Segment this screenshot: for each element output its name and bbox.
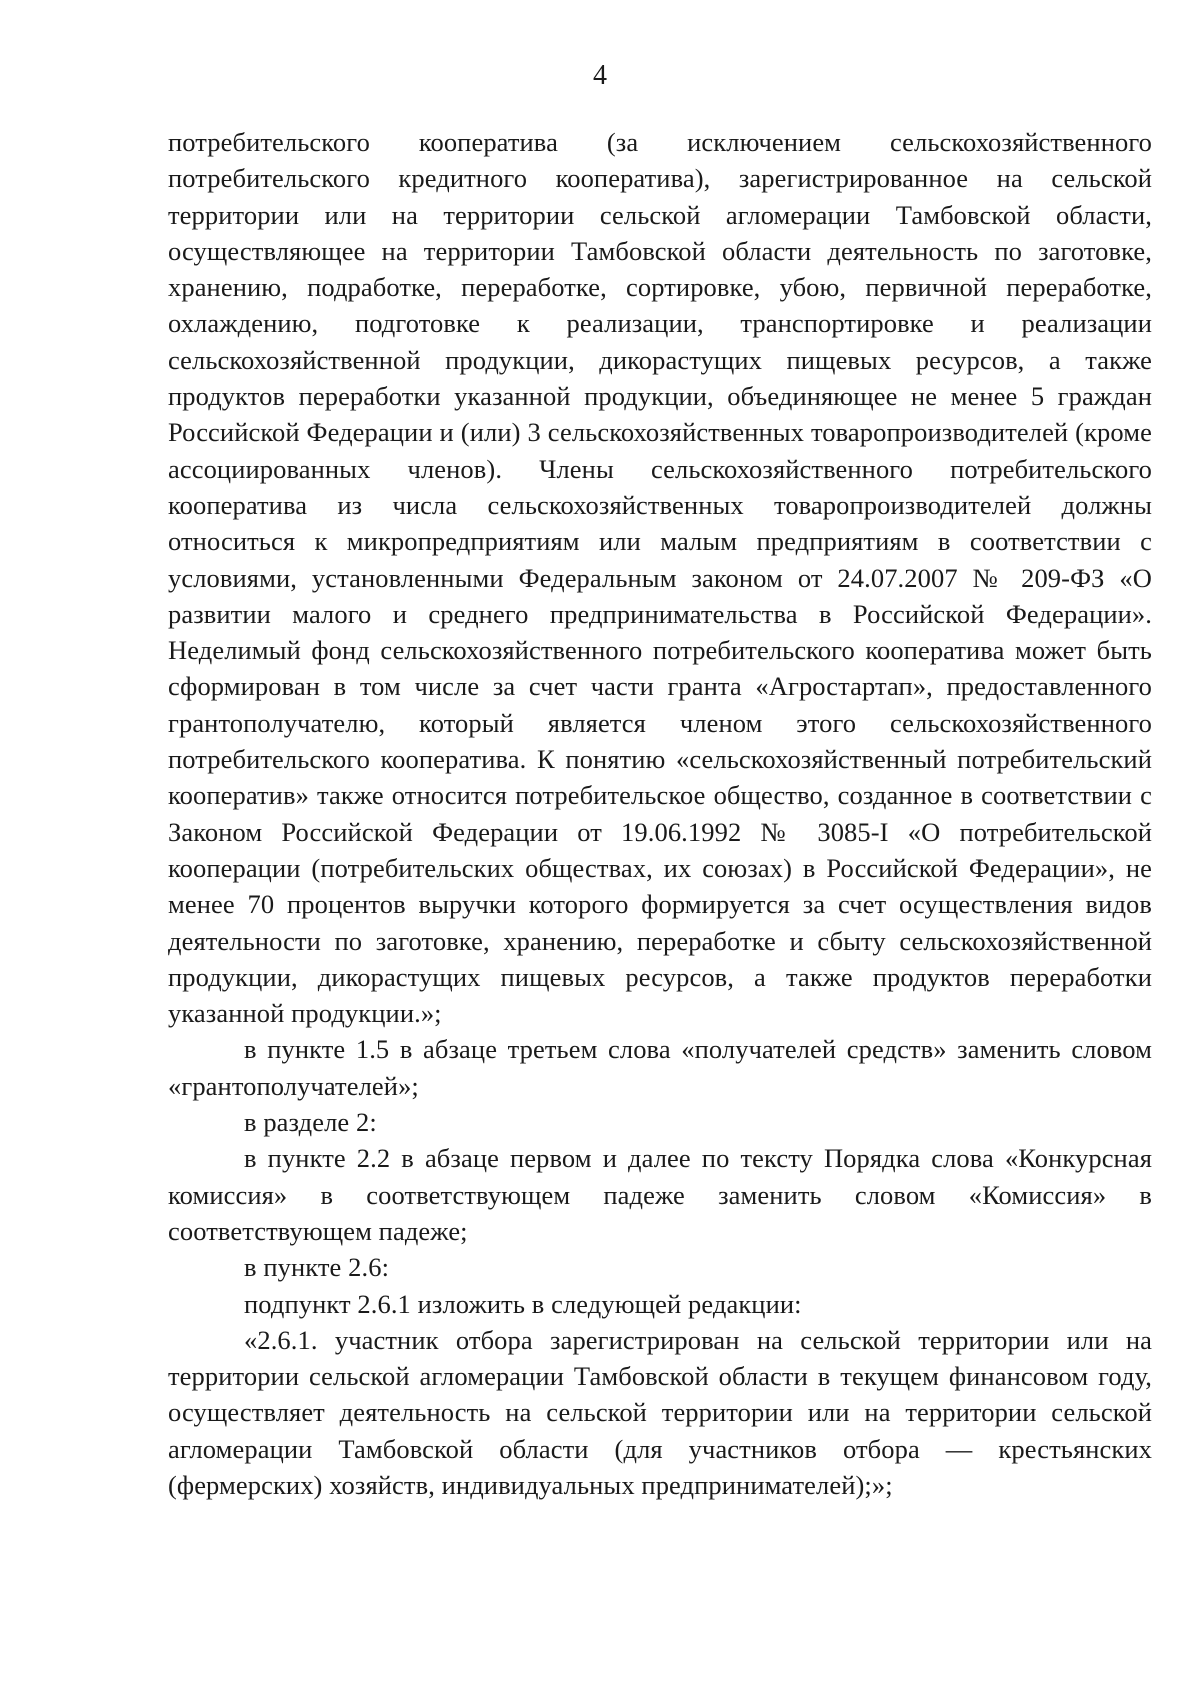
paragraph-section-2: в разделе 2:: [244, 1107, 377, 1138]
paragraph-subitem-2-6-1-text: «2.6.1. участник отбора зарегистрирован на сельской территории или на территории сельской агломерации Тамбовской области в текущем финансовом году, осуществляет деятельность на сельской территории или на территории сельской агломерации Тамбовской области (для участников отбора — крестьянских (фермерских) хозяйств, индивидуальных предпринимателей);»;: [168, 1324, 1152, 1500]
page-number: 4: [593, 60, 607, 91]
paragraph-item-2-6: в пункте 2.6:: [244, 1252, 390, 1283]
document-body: [168, 124, 1152, 1503]
paragraph-subitem-2-6-1-intro: подпункт 2.6.1 изложить в следующей редакции:: [244, 1288, 802, 1319]
paragraph-item-1-5: в пункте 1.5 в абзаце третьем слова «получателей средств» заменить словом «грантополучателей»;: [168, 1034, 1152, 1101]
paragraph-item-2-2: в пункте 2.2 в абзаце первом и далее по тексту Порядка слова «Конкурсная комиссия» в соответствующем падеже заменить словом «Комиссия» в соответствующем падеже;: [168, 1143, 1152, 1246]
paragraph-cooperative-definition: потребительского кооператива (за исключением сельскохозяйственного потребительского кредитного кооператива), зарегистрированное на сельской территории или на территории сельской агломерации Тамбовской области, осуществляющее на территории Тамбовской области деятельность по заготовке, хранению, подработке, переработке, сортировке, убою, первичной переработке, охлаждению, подготовке к реализации, транспортировке и реализации сельскохозяйственной продукции, дикорастущих пищевых ресурсов, а также продуктов переработки указанной продукции, объединяющее не менее 5 граждан Российской Федерации и (или) 3 сельскохозяйственных товаропроизводителей (кроме ассоциированных членов). Члены сельскохозяйственного потребительского кооператива из числа сельскохозяйственных товаропроизводителей должны относиться к микропредприятиям или малым предприятиям в соответствии с условиями, установленными Федеральным законом от 24.07.2007 № 209-ФЗ «О развитии малого и среднего предпринимательства в Российской Федерации». Неделимый фонд сельскохозяйственного потребительского кооператива может быть сформирован в том числе за счет части гранта «Агростартап», предоставленного грантополучателю, который является членом этого сельскохозяйственного потребительского кооператива. К понятию «сельскохозяйственный потребительский кооператив» также относится потребительское общество, созданное в соответствии с Законом Российской Федерации от 19.06.1992 № 3085-I «О потребительской кооперации (потребительских обществах, их союзах) в Российской Федерации», не менее 70 процентов выручки которого формируется за счет осуществления видов деятельности по заготовке, хранению, переработке и сбыту сельскохозяйственной продукции, дикорастущих пищевых ресурсов, а также продуктов переработки указанной продукции.»;: [168, 127, 1152, 1029]
